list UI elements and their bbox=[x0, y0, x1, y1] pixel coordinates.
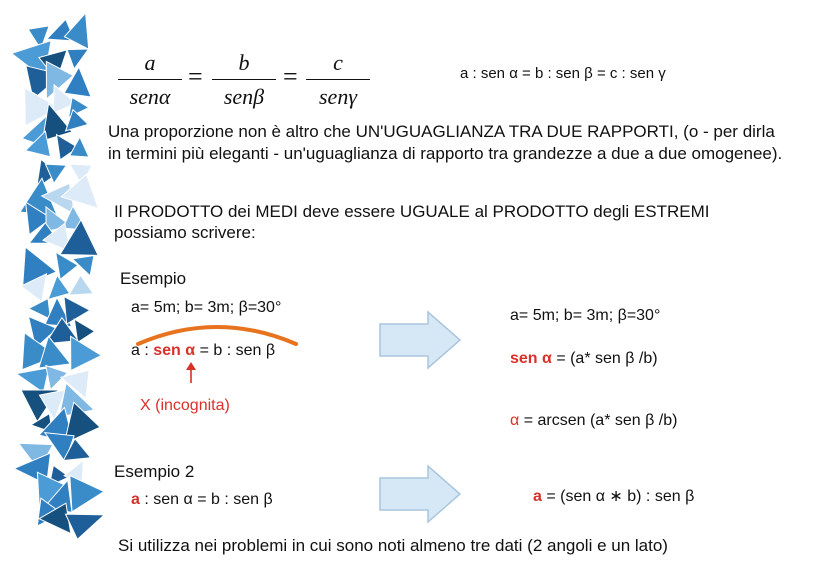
footer-note: Si utilizza nei problemi in cui sono noti almeno tre dati (2 angoli e un lato) bbox=[118, 536, 668, 555]
prop-sen-alpha: sen α bbox=[153, 342, 196, 359]
arrow-up-icon bbox=[183, 361, 199, 385]
result-sen-alpha bbox=[510, 348, 658, 370]
result-sen-rest: = (a* sen β /b) bbox=[556, 350, 658, 367]
example-2-result-a: a bbox=[533, 488, 542, 505]
example-2-result-rest: = (sen α ∗ b) : sen β bbox=[541, 488, 695, 505]
decorative-triangle bbox=[69, 275, 93, 295]
decorative-triangle bbox=[67, 49, 89, 69]
decorative-triangle bbox=[66, 514, 105, 539]
example-1-given: a= 5m; b= 3m; β=30° bbox=[131, 299, 282, 316]
result-sen-label: sen α bbox=[510, 350, 552, 367]
decorative-triangle bbox=[64, 297, 90, 325]
fraction-1-bar bbox=[118, 79, 182, 80]
proportion-definition-paragraph: Una proporzione non è altro che UN'UGUAGLIANZA TRA DUE RAPPORTI, (o - per dirla in termini più eleganti - un'uguaglianza di rapporto tra grandezze a due a due omogenee). bbox=[108, 122, 783, 163]
fraction-1-denominator: senα bbox=[129, 84, 171, 109]
proportion-formula-text: a : sen α = b : sen β = c : sen γ bbox=[460, 65, 666, 82]
fraction-1-numerator: a bbox=[144, 50, 156, 75]
unknown-label: X (incognita) bbox=[140, 397, 230, 414]
result-alpha-symbol: α bbox=[510, 412, 520, 429]
example-2-rest: : sen α = b : sen β bbox=[144, 491, 273, 508]
decorative-triangle bbox=[70, 476, 104, 512]
fraction-3-bar bbox=[306, 79, 370, 80]
example-2-title: Esempio 2 bbox=[114, 462, 195, 481]
rule-line-2: possiamo scrivere: bbox=[114, 223, 256, 242]
decorative-triangle bbox=[56, 252, 78, 279]
fraction-3-numerator: c bbox=[333, 50, 343, 75]
fraction-2-numerator: b bbox=[238, 50, 250, 75]
decorative-triangle bbox=[16, 368, 49, 393]
fraction-2-denominator: senβ bbox=[223, 84, 265, 109]
example-1-title: Esempio bbox=[120, 269, 187, 288]
prop-a: a : bbox=[131, 342, 149, 359]
decorative-triangle bbox=[71, 336, 102, 370]
decorative-triangle bbox=[48, 275, 69, 299]
example-1-proportion bbox=[131, 340, 275, 362]
example-2-result bbox=[533, 486, 694, 508]
decorative-triangle bbox=[29, 299, 51, 320]
prop-rest: = b : sen β bbox=[199, 342, 276, 359]
equals-sign-1: = bbox=[188, 62, 203, 91]
example-2-a: a bbox=[131, 491, 140, 508]
equals-sign-2: = bbox=[283, 62, 298, 91]
fraction-2-bar bbox=[212, 79, 276, 80]
triangle-border-decoration bbox=[0, 0, 110, 585]
result-alpha-rest: = arcsen (a* sen β /b) bbox=[523, 412, 678, 429]
right-arrow-icon bbox=[378, 310, 462, 370]
fraction-3-denominator: senγ bbox=[319, 84, 357, 109]
example-2-proportion bbox=[131, 489, 273, 511]
decorative-triangle bbox=[64, 67, 91, 97]
result-given: a= 5m; b= 3m; β=30° bbox=[510, 307, 661, 324]
result-alpha bbox=[510, 410, 677, 432]
decorative-triangle bbox=[74, 319, 94, 342]
right-arrow-icon bbox=[378, 464, 462, 524]
rule-line-1: Il PRODOTTO dei MEDI deve essere UGUALE al PRODOTTO degli ESTREMI bbox=[114, 202, 710, 221]
